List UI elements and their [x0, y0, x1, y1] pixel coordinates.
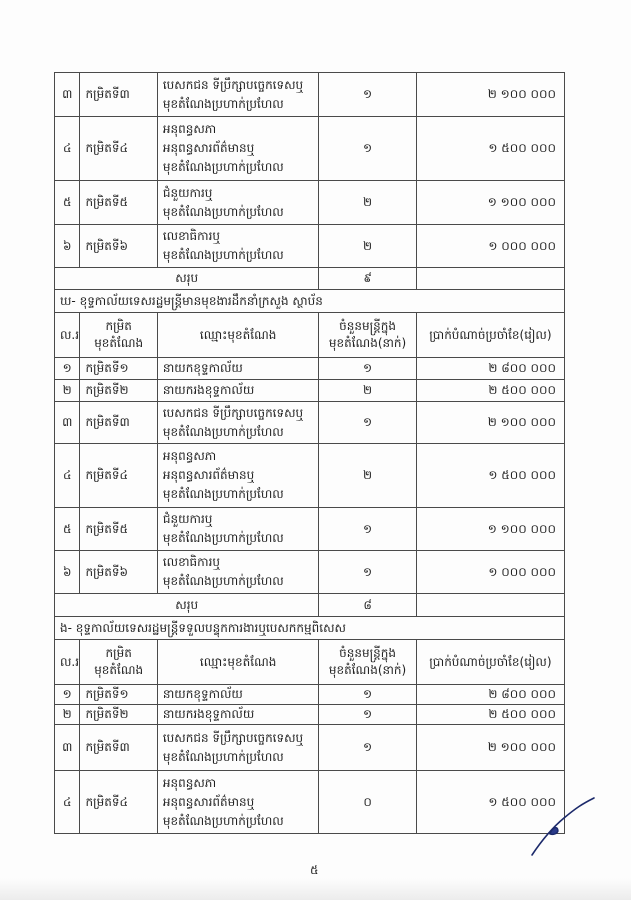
page-number: ៥: [310, 863, 319, 877]
page-bottom-shadow: [0, 878, 631, 900]
table-row: [55, 117, 565, 181]
table-row: [55, 73, 565, 117]
count-cell: ២: [319, 225, 416, 268]
count-cell: ១: [319, 402, 416, 444]
section-title: ង- ខុទ្ទកាល័យទេសរដ្ឋមន្ត្រីទទួលបន្ទុកការងារឬបេសកកម្មពិសេស: [55, 617, 565, 640]
grade-cell: កម្រិតទី៥: [80, 508, 157, 551]
count-cell: ១: [319, 73, 416, 117]
total-label: សរុប: [55, 594, 319, 617]
total-label: សរុប: [55, 268, 319, 290]
row-number: ៤: [55, 771, 80, 834]
row-number: ២: [55, 705, 80, 725]
header-count: ចំនួនមន្ត្រីក្នុង មុខតំណែង(នាក់): [319, 640, 416, 685]
grade-cell: កម្រិតទី៦: [80, 225, 157, 268]
salary-cell: ១ ១០០ ០០០: [416, 181, 564, 225]
header-row: [55, 313, 565, 358]
salary-cell: ១ ០០០ ០០០: [416, 551, 564, 594]
table-row: [55, 402, 565, 444]
total-row: [55, 594, 565, 617]
total-salary-empty: [416, 268, 564, 290]
header-no: ល.រ: [55, 313, 80, 358]
total-row: [55, 268, 565, 290]
grade-cell: កម្រិតទី៣: [80, 402, 157, 444]
table-row: [55, 358, 565, 380]
position-cell: បេសកជន ទីប្រឹក្សាបច្ចេកទេសឬ មុខតំណែងប្រហាក់ប្រហែល: [157, 402, 319, 444]
position-cell: បេសកជន ទីប្រឹក្សាបច្ចេកទេសឬ មុខតំណែងប្រហាក់ប្រហែល: [157, 725, 319, 771]
header-row: [55, 640, 565, 685]
salary-cell: ១ ៥០០ ០០០: [416, 117, 564, 181]
count-cell: ២: [319, 181, 416, 225]
table-row: [55, 181, 565, 225]
table-row: [55, 225, 565, 268]
section-title-row: [55, 290, 565, 313]
row-number: ៦: [55, 551, 80, 594]
table-row: [55, 685, 565, 705]
position-cell: អនុពន្ធសភា អនុពន្ធសារព័ត៌មានឬ មុខតំណែងប្រហាក់ប្រហែល: [157, 444, 319, 508]
grade-cell: កម្រិតទី៣: [80, 73, 157, 117]
salary-cell: ២ ៥០០ ០០០: [416, 705, 564, 725]
grade-cell: កម្រិតទី៤: [80, 117, 157, 181]
table-row: [55, 508, 565, 551]
grade-cell: កម្រិតទី៥: [80, 181, 157, 225]
salary-cell: ២ ១០០ ០០០: [416, 725, 564, 771]
position-cell: នាយកខុទ្ទកាល័យ: [157, 358, 319, 380]
count-cell: ១: [319, 358, 416, 380]
position-cell: លេខាធិការឬ មុខតំណែងប្រហាក់ប្រហែល: [157, 551, 319, 594]
header-position: ឈ្មោះមុខតំណែង: [157, 640, 319, 685]
header-salary: ប្រាក់បំណាច់ប្រចាំខែ(រៀល): [416, 640, 564, 685]
position-cell: អនុពន្ធសភា អនុពន្ធសារព័ត៌មានឬ មុខតំណែងប្រហាក់ប្រហែល: [157, 117, 319, 181]
total-count: ៨: [319, 594, 416, 617]
table-row: [55, 705, 565, 725]
table-row: [55, 444, 565, 508]
grade-cell: កម្រិតទី១: [80, 358, 157, 380]
salary-cell: ២ ៨០០ ០០០: [416, 685, 564, 705]
total-salary-empty: [416, 594, 564, 617]
header-grade: កម្រិត មុខតំណែង: [80, 313, 157, 358]
signature-mark: [520, 790, 600, 860]
count-cell: ១: [319, 117, 416, 181]
position-cell: អនុពន្ធសភា អនុពន្ធសារព័ត៌មានឬ មុខតំណែងប្រហាក់ប្រហែល: [157, 771, 319, 834]
count-cell: ២: [319, 444, 416, 508]
position-cell: នាយកខុទ្ទកាល័យ: [157, 685, 319, 705]
header-grade: កម្រិត មុខតំណែង: [80, 640, 157, 685]
row-number: ៣: [55, 725, 80, 771]
table-row: [55, 725, 565, 771]
table-row: [55, 551, 565, 594]
grade-cell: កម្រិតទី១: [80, 685, 157, 705]
salary-cell: ២ ៥០០ ០០០: [416, 380, 564, 402]
row-number: ៤: [55, 444, 80, 508]
position-cell: នាយករងខុទ្ទកាល័យ: [157, 380, 319, 402]
total-count: ៩: [319, 268, 416, 290]
header-no: ល.រ: [55, 640, 80, 685]
salary-cell: ២ ៨០០ ០០០: [416, 358, 564, 380]
count-cell: ២: [319, 380, 416, 402]
count-cell: ១: [319, 551, 416, 594]
row-number: ៥: [55, 508, 80, 551]
salary-cell: ២ ១០០ ០០០: [416, 402, 564, 444]
section-title: ឃ- ខុទ្ទកាល័យទេសរដ្ឋមន្ត្រីមានមុខងារដឹកនាំក្រសួង ស្ថាប័ន: [55, 290, 565, 313]
grade-cell: កម្រិតទី៣: [80, 725, 157, 771]
section-title-row: [55, 617, 565, 640]
grade-cell: កម្រិតទី៤: [80, 444, 157, 508]
grade-cell: កម្រិតទី២: [80, 705, 157, 725]
salary-cell: ២ ១០០ ០០០: [416, 73, 564, 117]
grade-cell: កម្រិតទី៤: [80, 771, 157, 834]
row-number: ៥: [55, 181, 80, 225]
count-cell: ០: [319, 771, 416, 834]
position-cell: ជំនួយការឬ មុខតំណែងប្រហាក់ប្រហែល: [157, 508, 319, 551]
row-number: ៣: [55, 73, 80, 117]
row-number: ២: [55, 380, 80, 402]
row-number: ៤: [55, 117, 80, 181]
row-number: ១: [55, 358, 80, 380]
count-cell: ១: [319, 725, 416, 771]
header-position: ឈ្មោះមុខតំណែង: [157, 313, 319, 358]
row-number: ១: [55, 685, 80, 705]
table-row: [55, 771, 565, 834]
header-count: ចំនួនមន្ត្រីក្នុង មុខតំណែង(នាក់): [319, 313, 416, 358]
salary-cell: ១ ០០០ ០០០: [416, 225, 564, 268]
row-number: ៦: [55, 225, 80, 268]
header-salary: ប្រាក់បំណាច់ប្រចាំខែ(រៀល): [416, 313, 564, 358]
position-cell: ជំនួយការឬ មុខតំណែងប្រហាក់ប្រហែល: [157, 181, 319, 225]
count-cell: ១: [319, 508, 416, 551]
row-number: ៣: [55, 402, 80, 444]
salary-cell: ១ ៥០០ ០០០: [416, 444, 564, 508]
grade-cell: កម្រិតទី៦: [80, 551, 157, 594]
count-cell: ១: [319, 705, 416, 725]
table-row: [55, 380, 565, 402]
grade-cell: កម្រិតទី២: [80, 380, 157, 402]
count-cell: ១: [319, 685, 416, 705]
position-cell: លេខាធិការឬ មុខតំណែងប្រហាក់ប្រហែល: [157, 225, 319, 268]
salary-cell: ១ ៥០០ ០០០: [416, 771, 564, 834]
salary-table: [54, 72, 565, 834]
salary-cell: ១ ១០០ ០០០: [416, 508, 564, 551]
position-cell: បេសកជន ទីប្រឹក្សាបច្ចេកទេសឬ មុខតំណែងប្រហាក់ប្រហែល: [157, 73, 319, 117]
position-cell: នាយករងខុទ្ទកាល័យ: [157, 705, 319, 725]
